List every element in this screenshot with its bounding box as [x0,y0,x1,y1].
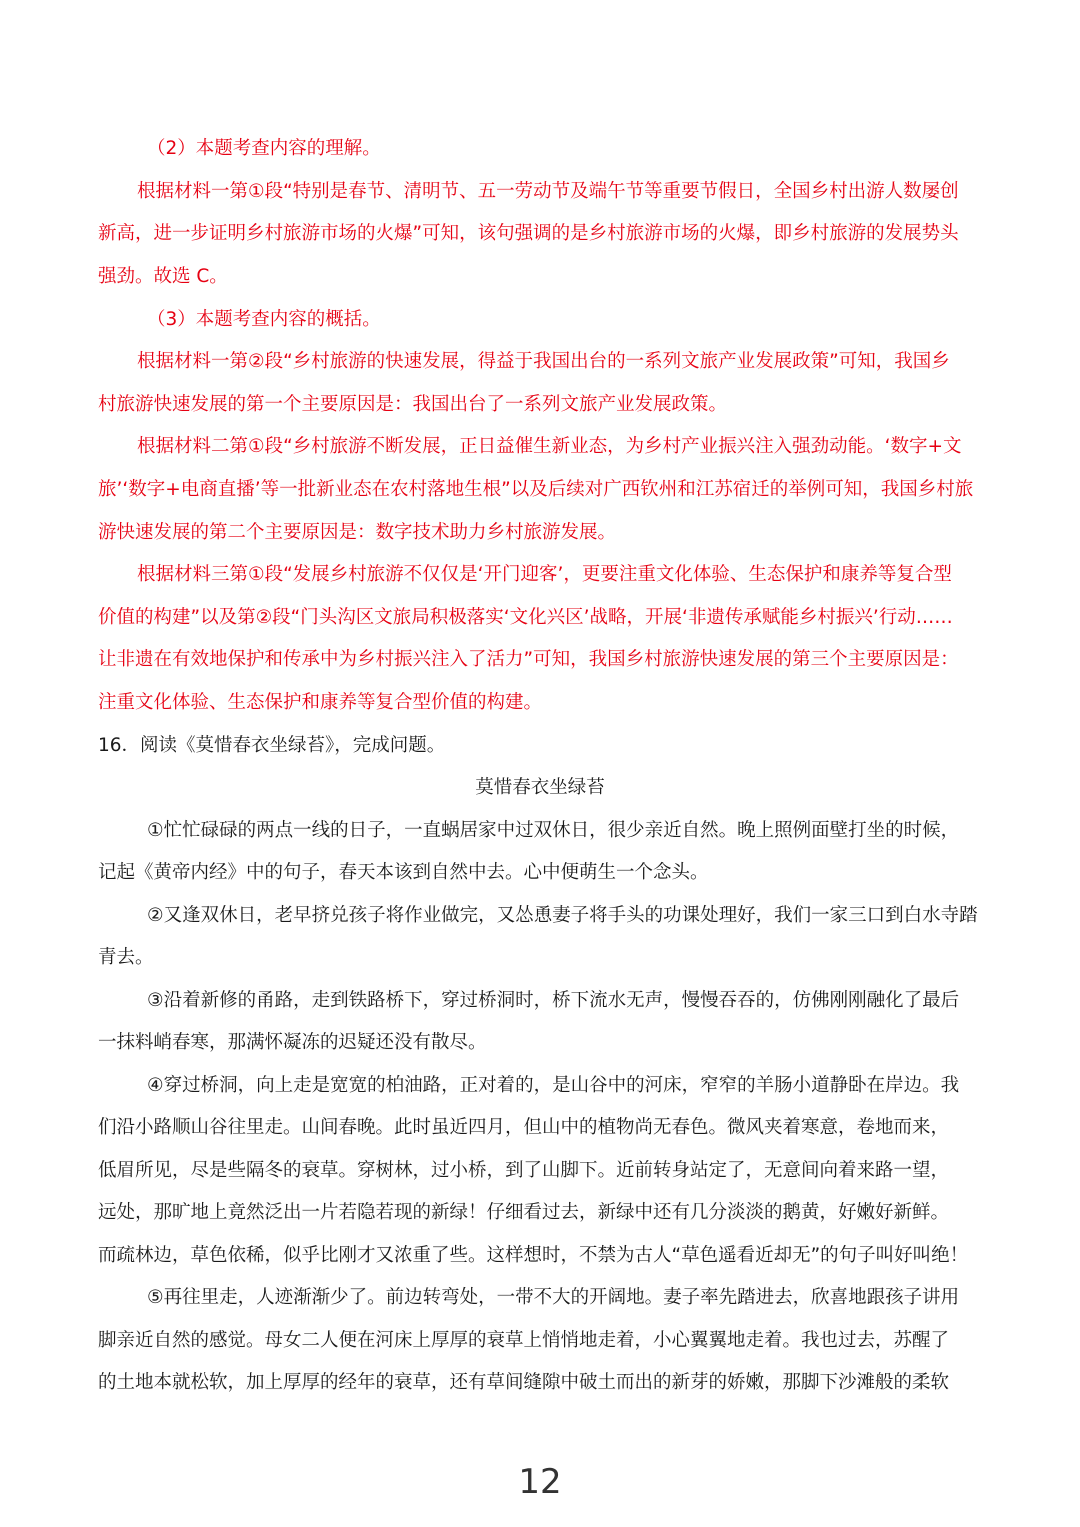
answer-q2-line: 根据材料一第①段“特别是春节、清明节、五一劳动节及端午节等重要节假日，全国乡村出游人数屡创 [137,181,959,202]
passage-line: 一抹料峭春寒，那满怀凝冻的迟疑还没有散尽。 [98,1032,487,1053]
passage-line: ②又逢双休日，老早挤兑孩子将作业做完，又怂恿妻子将手头的功课处理好，我们一家三口到白水寺踏 [147,905,978,926]
answer-q3-line: 价值的构建”以及第②段“门头沟区文旅局积极落实‘文化兴区’战略，开展‘非遗传承赋能乡村振兴’行动…… [98,607,953,628]
passage-line: ①忙忙碌碌的两点一线的日子，一直蜗居家中过双休日，很少亲近自然。晚上照例面壁打坐的时候， [147,820,960,841]
answer-q3-heading: （3）本题考查内容的概括。 [147,309,381,330]
passage-line: ④穿过桥洞，向上走是宽宽的柏油路，正对着的，是山谷中的河床，窄窄的羊肠小道静卧在岸边。我 [147,1075,960,1096]
passage-line: 低眉所见，尽是些隔冬的衰草。穿树林，过小桥，到了山脚下。近前转身站定了，无意间向着来路一望， [98,1160,950,1181]
answer-q2-heading: （2）本题考查内容的理解。 [147,138,381,159]
passage-line: 青去。 [98,947,154,968]
passage-line: 而疏林边，草色依稀，似乎比刚才又浓重了些。这样想时，不禁为古人“草色遥看近却无”的句子叫好叫绝！ [98,1245,969,1266]
question-16-prompt: 16．阅读《莫惜春衣坐绿苔》，完成问题。 [98,735,446,756]
answer-q3-line: 村旅游快速发展的第一个主要原因是：我国出台了一系列文旅产业发展政策。 [98,394,728,415]
passage-line: 的土地本就松软，加上厚厚的经年的衰草，还有草间缝隙中破土而出的新芽的娇嫩，那脚下沙滩般的柔软 [98,1372,950,1393]
passage-line: ③沿着新修的甬路，走到铁路桥下，穿过桥洞时，桥下流水无声，慢慢吞吞的，仿佛刚刚融化了最后 [147,990,960,1011]
answer-q3-line: 游快速发展的第二个主要原因是：数字技术助力乡村旅游发展。 [98,522,617,543]
page-number: 12 [518,1462,562,1502]
answer-q3-line: 根据材料一第②段“乡村旅游的快速发展，得益于我国出台的一系列文旅产业发展政策”可知，我国乡 [137,351,950,372]
passage-line: ⑤再往里走，人迹渐渐少了。前边转弯处，一带不大的开阔地。妻子率先踏进去，欣喜地跟孩子讲用 [147,1287,960,1308]
answer-q2-line: 新高，进一步证明乡村旅游市场的火爆”可知，该句强调的是乡村旅游市场的火爆，即乡村旅游的发展势头 [98,223,959,244]
passage-line: 远处，那旷地上竟然泛出一片若隐若现的新绿！仔细看过去，新绿中还有几分淡淡的鹅黄，好嫩好新鲜。 [98,1202,950,1223]
answer-q3-line: 让非遗在有效地保护和传承中为乡村振兴注入了活力”可知，我国乡村旅游快速发展的第三个主要原因是： [98,649,959,670]
answer-q3-line: 根据材料二第①段“乡村旅游不断发展，正日益催生新业态，为乡村产业振兴注入强劲动能。‘数字+文 [137,436,962,457]
answer-q3-line: 根据材料三第①段“发展乡村旅游不仅仅是‘开门迎客’，更要注重文化体验、生态保护和康养等复合型 [137,564,952,585]
passage-line: 们沿小路顺山谷往里走。山间春晚。此时虽近四月，但山中的植物尚无春色。微风夹着寒意，卷地而来， [98,1117,950,1138]
answer-q2-line: 强劲。故选 C。 [98,266,228,287]
passage-line: 记起《黄帝内经》中的句子，春天本该到自然中去。心中便萌生一个念头。 [98,862,709,883]
answer-q3-line: 旅’‘数字+电商直播’等一批新业态在农村落地生根”以及后续对广西钦州和江苏宿迁的举例可知，我国乡村旅 [98,479,974,500]
passage-title: 莫惜春衣坐绿苔 [475,777,605,798]
passage-line: 脚亲近自然的感觉。母女二人便在河床上厚厚的衰草上悄悄地走着，小心翼翼地走着。我也过去，苏醒了 [98,1330,950,1351]
answer-q3-line: 注重文化体验、生态保护和康养等复合型价值的构建。 [98,692,543,713]
